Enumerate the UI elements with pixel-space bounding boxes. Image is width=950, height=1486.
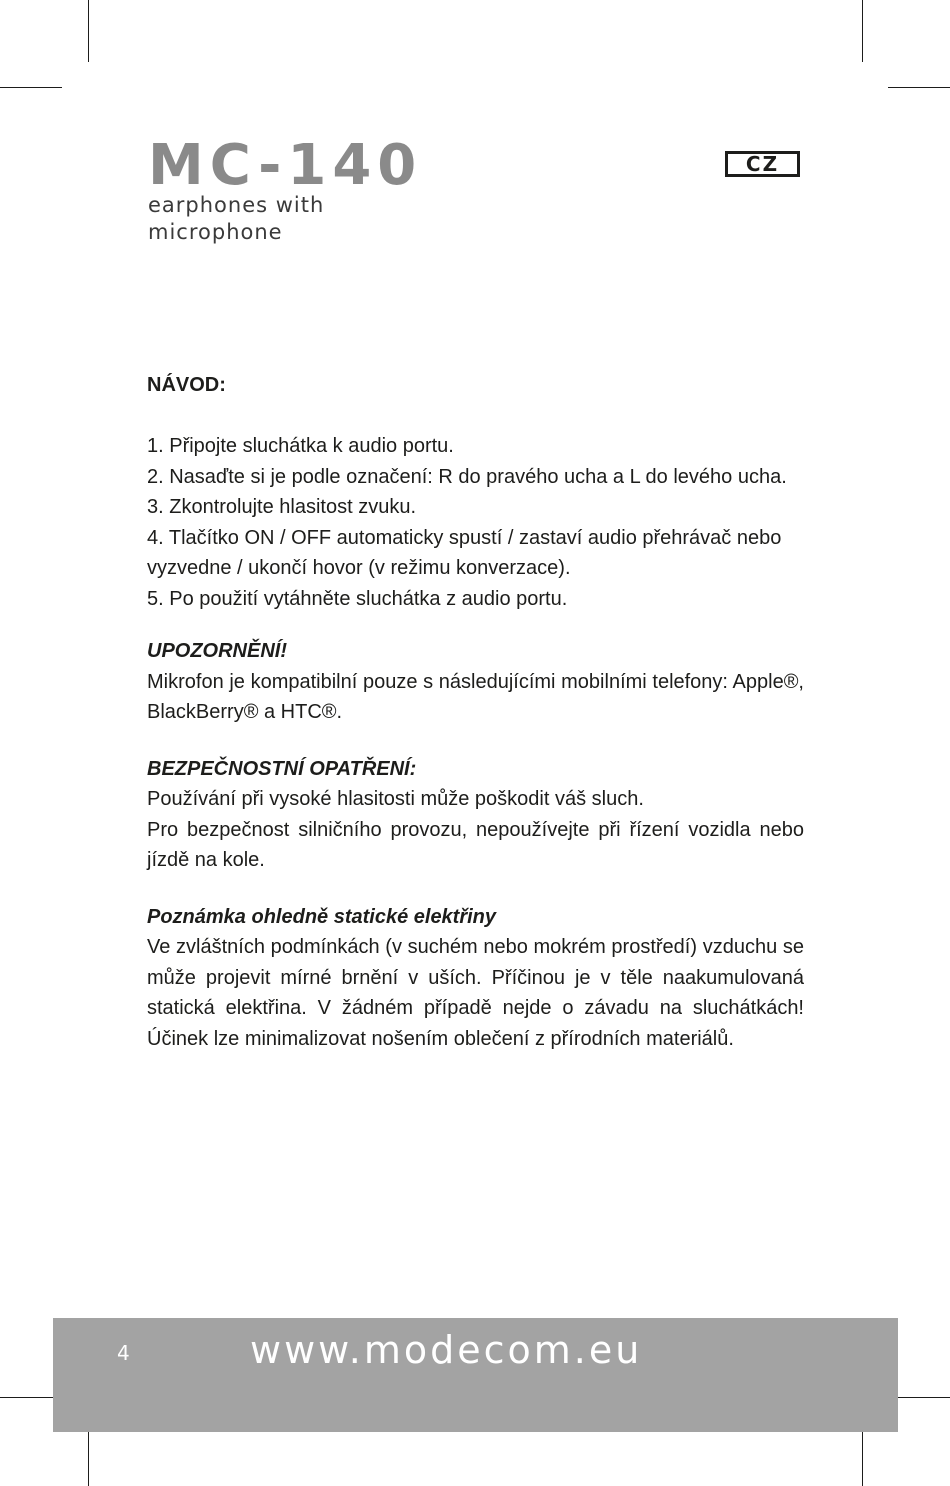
spacer [147,876,804,902]
static-note-text: Ve zvláštních podmínkách (v suchém nebo mokrém prostředí) vzduchu se může projevit mírné brnění v uších. Příčinou je v těle naakumulovaná statická elektřina. V žádném případě nejde o závadu na sluchátkách! Účinek lze minimalizovat nošením oblečení z přírodních materiálů. [147,936,804,1050]
safety-text-2: Pro bezpečnost silničního provozu, nepoužívejte při řízení vozidla nebo jízdě na kole. [147,818,804,871]
manual-content [147,369,804,1054]
instruction-step: 4. Tlačítko ON / OFF automaticky spustí / zastaví audio přehrávač nebo vyzvedne / ukončí hovor (v režimu konverzace). [147,526,782,579]
spacer [147,728,804,754]
static-note-heading: Poznámka ohledně statické elektřiny [147,905,497,928]
crop-mark-top-left-h [0,87,62,88]
product-subtitle [148,192,324,246]
instruction-step: 2. Nasaďte si je podle označení: R do pravého ucha a L do levého ucha. [147,465,787,488]
instruction-step: 3. Zkontrolujte hlasitost zvuku. [147,496,417,518]
instruction-step: 5. Po použití vytáhněte sluchátka z audio portu. [147,587,568,610]
subtitle-line-1: earphones with [148,193,325,217]
crop-mark-bottom-left [88,1424,89,1486]
instructions-heading: NÁVOD: [147,374,226,396]
crop-mark-top-left [88,0,89,62]
spacer [147,614,804,636]
warning-heading: UPOZORNĚNÍ! [147,640,287,662]
subtitle-line-2: microphone [148,220,283,244]
crop-mark-top-right-h [888,87,950,88]
crop-mark-bottom-right [862,1424,863,1486]
warning-text: Mikrofon je kompatibilní pouze s následujícími mobilními telefony: Apple®, BlackBerry® a HTC®. [147,670,804,723]
page-number: 4 [117,1341,130,1365]
crop-mark-top-right [862,0,863,62]
safety-heading: BEZPEČNOSTNÍ OPATŘENÍ: [147,757,417,780]
safety-text-1: Používání při vysoké hlasitosti může poškodit váš sluch. [147,788,644,810]
instructions-list [147,431,804,614]
language-badge: CZ [725,151,800,177]
product-model-title: MC-140 [148,133,423,198]
footer-website-url: www.modecom.eu [250,1328,643,1372]
instruction-step: 1. Připojte sluchátka k audio portu. [147,435,454,457]
